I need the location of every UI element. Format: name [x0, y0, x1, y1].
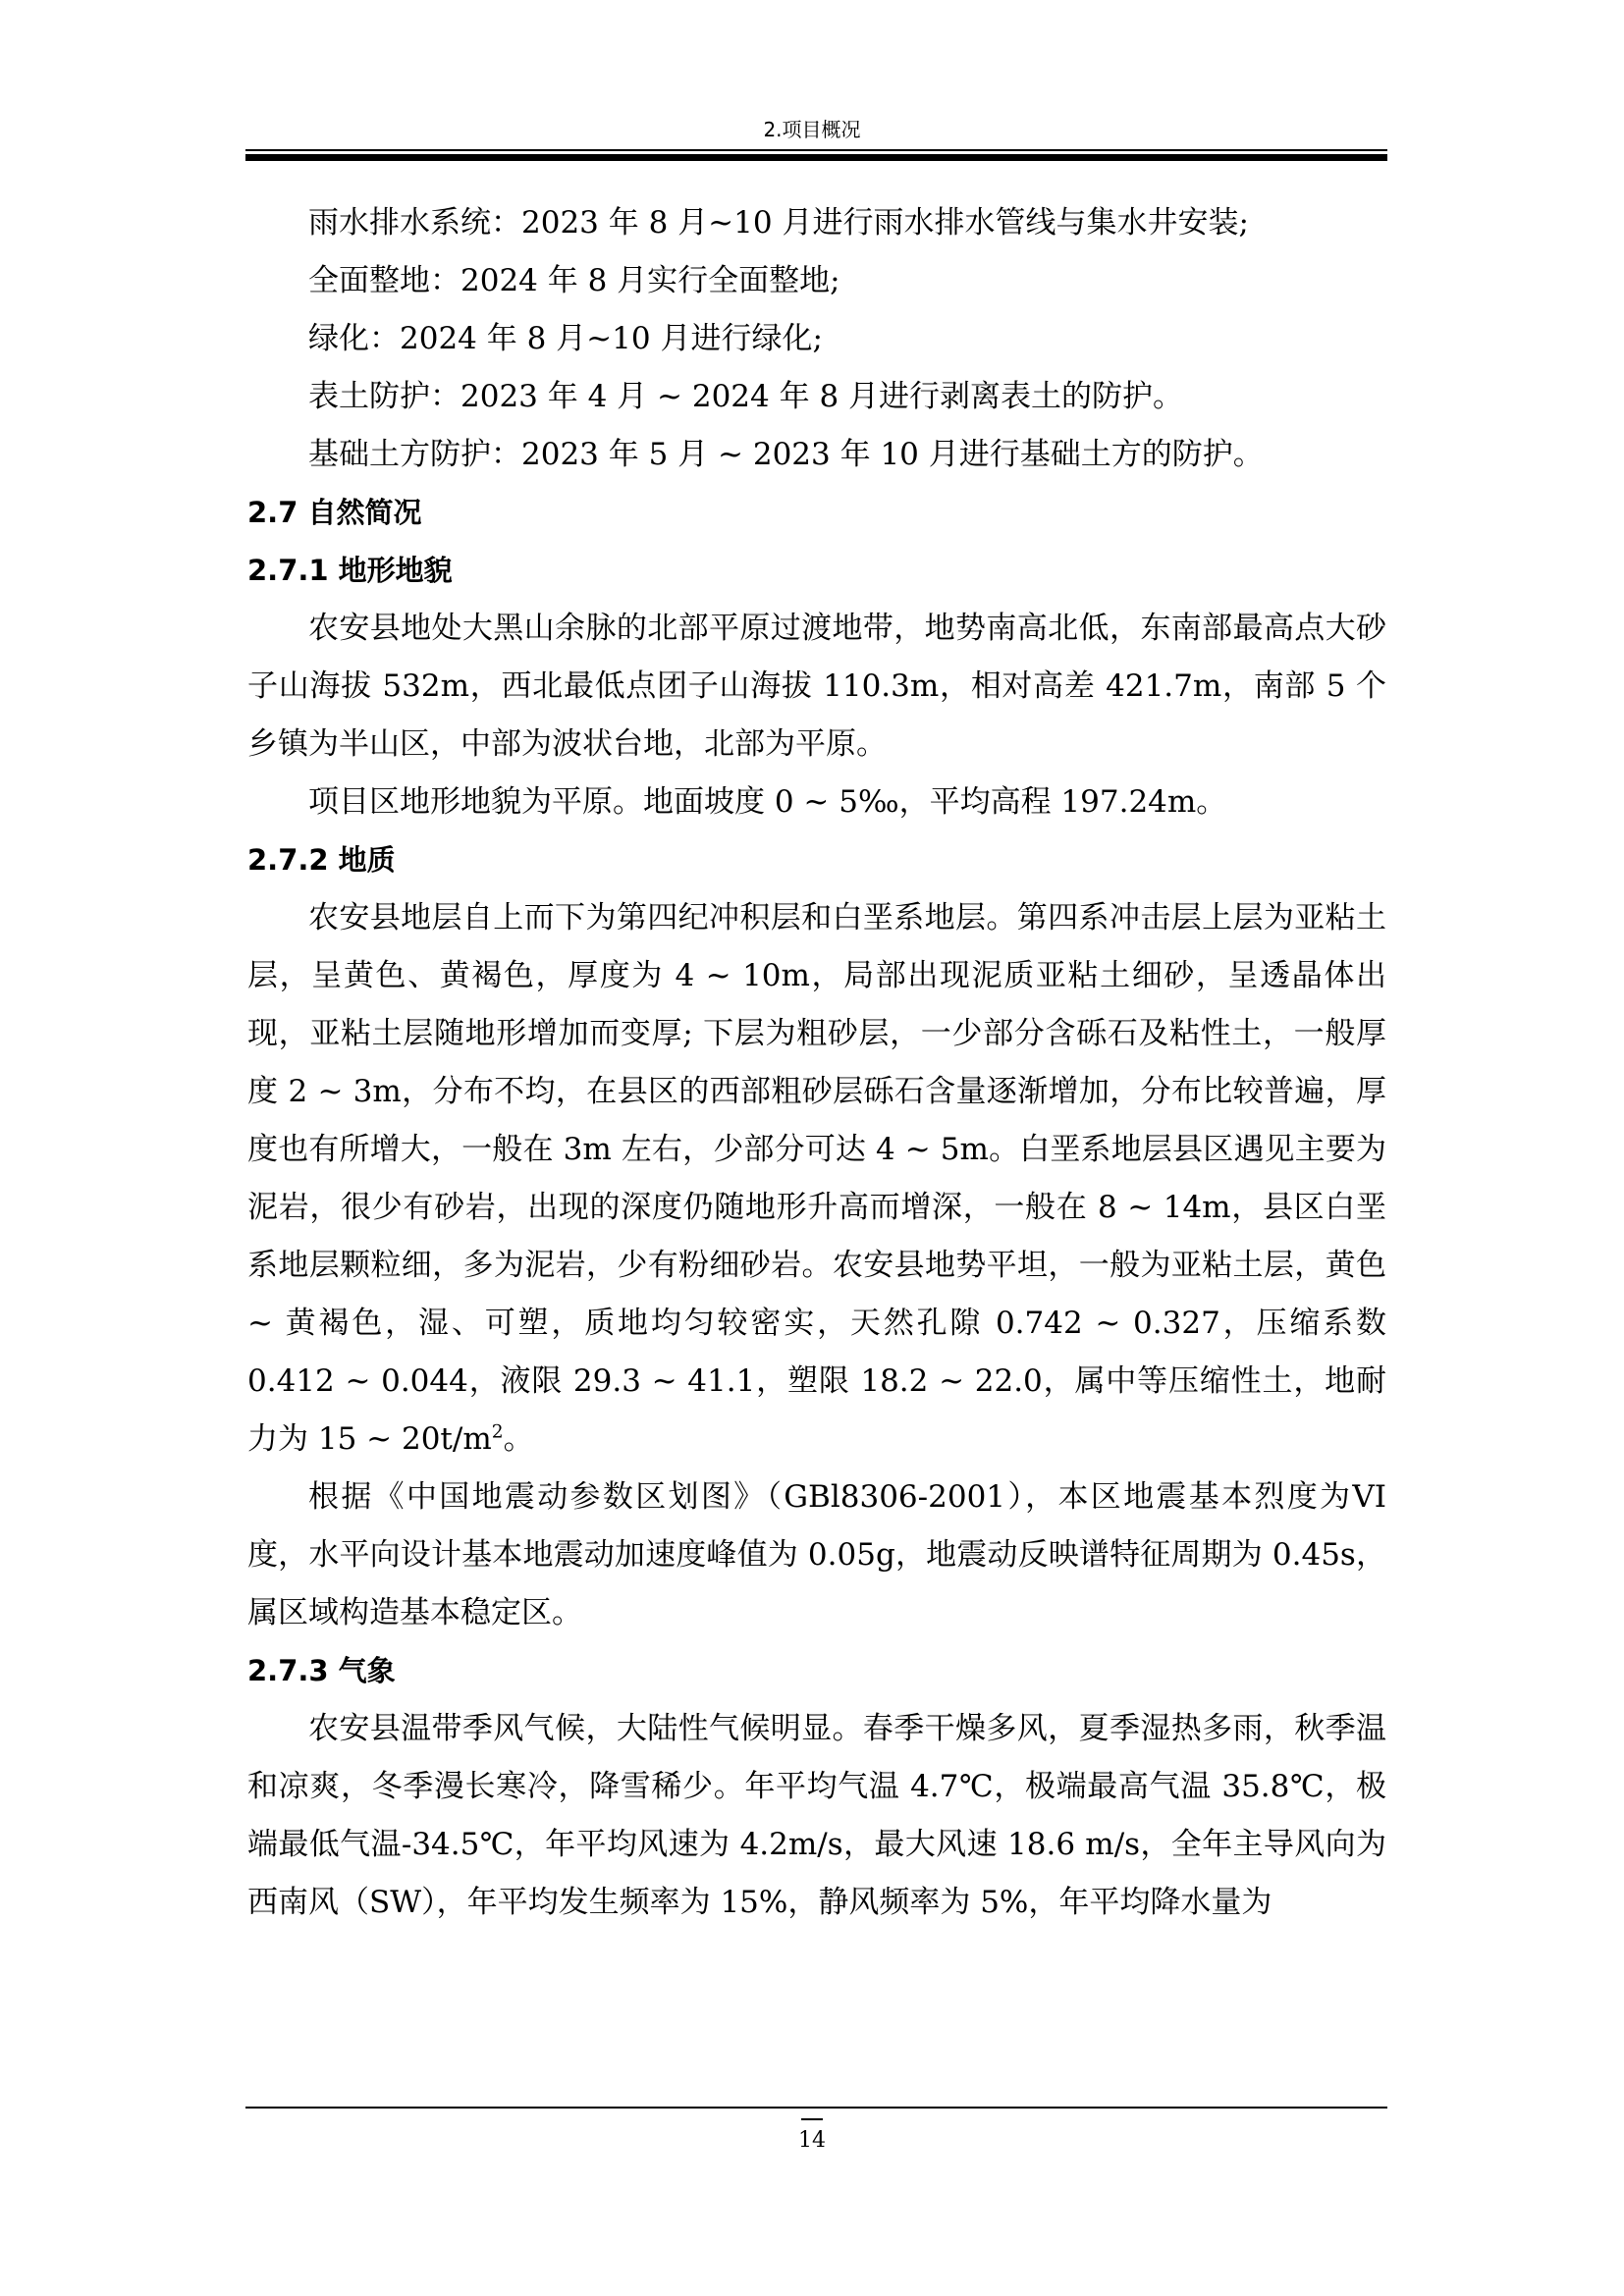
- subsection-heading: [247, 1642, 1386, 1700]
- subsection-title: 地形地貌: [338, 554, 453, 587]
- footer-mark: [801, 2118, 823, 2120]
- paragraph: 根据《中国地震动参数区划图》（GBl8306-2001），本区地震基本烈度为VI 度，水平向设计基本地震动加速度峰值为 0.05g，地震动反映谱特征周期为 0.45s，属区域构造基本稳定区。: [247, 1479, 1386, 1630]
- page-number: 14: [798, 2128, 826, 2153]
- superscript: 2: [491, 1421, 504, 1443]
- section-heading: 2.7 自然简况: [247, 496, 422, 529]
- paragraph: [247, 889, 1386, 1468]
- paragraph: 雨水排水系统：2023 年 8 月~10 月进行雨水排水管线与集水井安装;: [308, 205, 1249, 240]
- header-rule-thick: [245, 154, 1387, 161]
- footer-rule: [245, 2107, 1387, 2109]
- paragraph: 农安县地处大黑山余脉的北部平原过渡地带，地势南高北低，东南部最高点大砂子山海拔 532m，西北最低点团子山海拔 110.3m，相对高差 421.7m，南部 5 个乡镇为半山区，中部为波状台地，北部为平原。: [247, 611, 1386, 762]
- paragraph: 项目区地形地貌为平原。地面坡度 0 ~ 5‰，平均高程 197.24m。: [308, 784, 1227, 820]
- paragraph: 基础土方防护：2023 年 5 月 ~ 2023 年 10 月进行基础土方的防护。: [308, 437, 1264, 472]
- subsection-heading: 2.7.2 地质: [247, 843, 396, 877]
- paragraph-end: 。: [503, 1421, 534, 1457]
- running-header: 2.项目概况: [763, 118, 861, 141]
- subsection-number: 2.7.3: [247, 1654, 329, 1687]
- paragraph: 绿化：2024 年 8 月~10 月进行绿化;: [308, 321, 823, 356]
- subsection-title: 气象: [338, 1654, 396, 1687]
- subsection-heading: [247, 542, 1386, 600]
- paragraph: 表土防护：2023 年 4 月 ~ 2024 年 8 月进行剥离表土的防护。: [308, 379, 1184, 414]
- paragraph-text: 农安县地层自上而下为第四纪冲积层和白垩系地层。第四系冲击层上层为亚粘土层，呈黄色、黄褐色，厚度为 4 ~ 10m，局部出现泥质亚粘土细砂，呈透晶体出现，亚粘土层随地形增加而变厚; 下层为粗砂层，一少部分含砾石及粘性土，一般厚度 2 ~ 3m，分布不均，在县区的西部粗砂层砾石含量逐渐增加，分布比较普遍，厚度也有所增大，一般在 3m 左右，少部分可达 4 ~ 5m。白垩系地层县区遇见主要为泥岩，很少有砂岩，出现的深度仍随地形升高而增深，一般在 8 ~ 14m，县区白垩系地层颗粒细，多为泥岩，少有粉细砂岩。农安县地势平坦，一般为亚粘土层，黄色 ~ 黄褐色，湿、可塑，质地均匀较密实，天然孔隙 0.742 ~ 0.327，压缩系数 0.412 ~ 0.044，液限 29.3 ~ 41.1，塑限 18.2 ~ 22.0，属中等压缩性土，地耐力为 15 ~ 20t/m: [247, 900, 1386, 1457]
- body-content: [247, 194, 1386, 1932]
- paragraph: 全面整地：2024 年 8 月实行全面整地;: [308, 263, 840, 298]
- paragraph: 农安县温带季风气候，大陆性气候明显。春季干燥多风，夏季湿热多雨，秋季温和凉爽，冬季漫长寒冷，降雪稀少。年平均气温 4.7℃，极端最高气温 35.8℃，极端最低气温-34.5℃，年平均风速为 4.2m/s，最大风速 18.6 m/s，全年主导风向为西南风（SW），年平均发生频率为 15%，静风频率为 5%，年平均降水量为: [247, 1711, 1386, 1920]
- header-rule-thin: [245, 149, 1387, 151]
- subsection-number: 2.7.1: [247, 554, 329, 587]
